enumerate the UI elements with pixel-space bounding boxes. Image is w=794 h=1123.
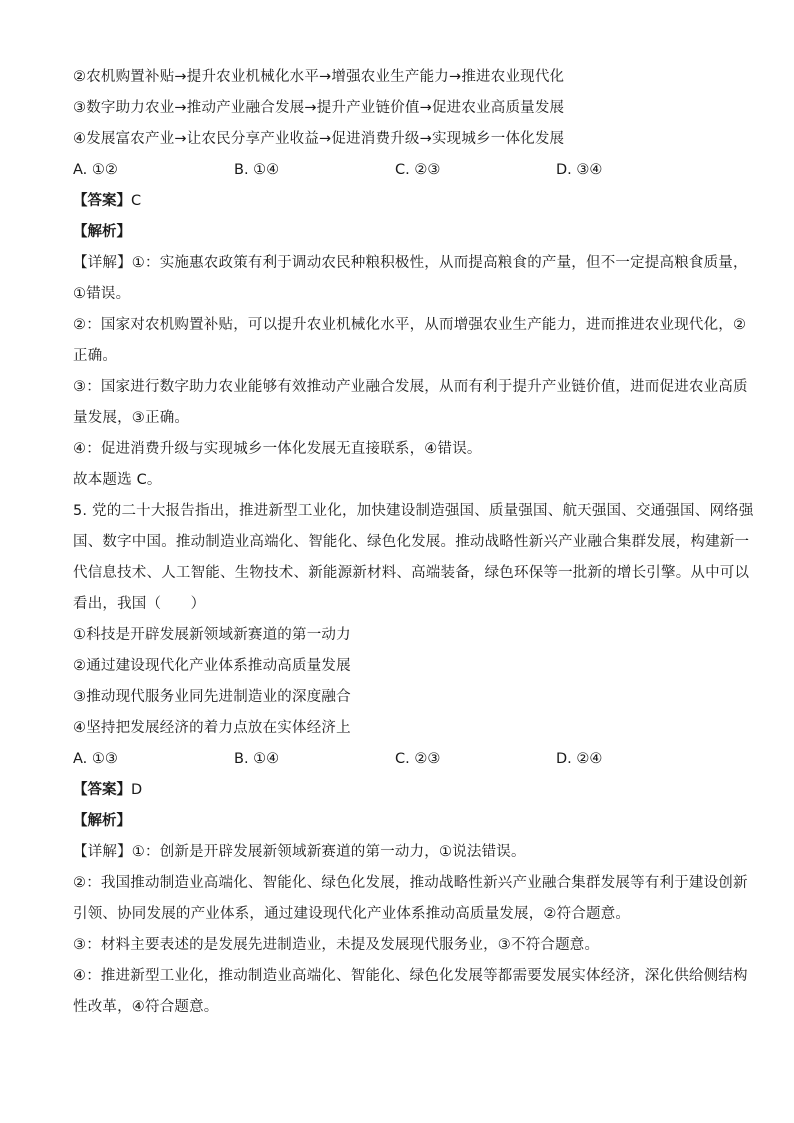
q5-option-a: A. ①③ — [73, 751, 118, 767]
q5-answer-value: D — [131, 782, 143, 798]
q5-detail-line: ②：我国推动制造业高端化、智能化、绿色化发展，推动战略性新兴产业融合集群发展等有利于建设创新 — [73, 875, 748, 891]
q5-detail-line: 【详解】①：创新是开辟发展新领域新赛道的第一动力，①说法错误。 — [73, 844, 526, 860]
q5-option-c: C. ②③ — [395, 751, 441, 767]
q5-analysis-heading — [73, 806, 723, 837]
q5-stem-line: 代信息技术、人工智能、生物技术、新能源新材料、高端装备，绿色环保等一批新的增长引擎。从中可以 — [73, 565, 750, 581]
q4-answer — [73, 186, 723, 217]
q4-statement-4: ④发展富农产业→让农民分享产业收益→促进消费升级→实现城乡一体化发展 — [73, 131, 565, 147]
q5-option-d: D. ②④ — [556, 751, 603, 767]
q5-stem-line: 5. 党的二十大报告指出，推进新型工业化，加快建设制造强国、质量强国、航天强国、交通强国、网络强 — [73, 503, 754, 519]
q4-detail-line: 量发展，③正确。 — [73, 410, 190, 426]
q4-statements — [73, 62, 723, 155]
q5-detail-line: ③：材料主要表述的是发展先进制造业，未提及发展现代服务业，③不符合题意。 — [73, 937, 600, 953]
q4-detail-line: ①错误。 — [73, 286, 131, 302]
q4-conclusion: 故本题选 C。 — [73, 472, 162, 488]
q5-statement-4: ④坚持把发展经济的着力点放在实体经济上 — [73, 720, 351, 736]
q5-stem — [73, 496, 754, 620]
q5-detail-line: ④：推进新型工业化，推动制造业高端化、智能化、绿色化发展等都需要发展实体经济，深化供给侧结构 — [73, 968, 748, 984]
q4-option-c: C. ②③ — [395, 162, 441, 178]
q4-detail — [73, 248, 748, 496]
q4-detail-line: 正确。 — [73, 348, 118, 364]
q4-analysis-heading — [73, 217, 723, 248]
q4-detail-line: ③：国家进行数字助力农业能够有效推动产业融合发展，从而有利于提升产业链价值，进而促进农业高质 — [73, 379, 748, 395]
q5-stem-line: 看出，我国（ ） — [73, 596, 206, 612]
q5-statement-3: ③推动现代服务业同先进制造业的深度融合 — [73, 689, 351, 705]
q4-option-d: D. ③④ — [556, 162, 603, 178]
q4-option-b: B. ①④ — [234, 162, 280, 178]
q5-answer-label: 【答案】 — [73, 782, 131, 798]
q5-stem-line: 国、数字中国。推动制造业高端化、智能化、绿色化发展。推动战略性新兴产业融合集群发展，构建新一 — [73, 534, 750, 550]
q5-statements — [73, 620, 723, 744]
q4-answer-value: C — [131, 193, 142, 209]
q4-statement-2: ②农机购置补贴→提升农业机械化水平→增强农业生产能力→推进农业现代化 — [73, 69, 565, 85]
q4-detail-line: 【详解】①：实施惠农政策有利于调动农民种粮积极性，从而提高粮食的产量，但不一定提高粮食质量， — [73, 255, 748, 271]
q5-statement-1: ①科技是开辟发展新领域新赛道的第一动力 — [73, 627, 351, 643]
q4-detail-line: ②：国家对农机购置补贴，可以提升农业机械化水平，从而增强农业生产能力，进而推进农业现代化，② — [73, 317, 747, 333]
q4-options — [73, 155, 723, 186]
q4-analysis-label: 【解析】 — [73, 224, 131, 240]
q5-statement-2: ②通过建设现代化产业体系推动高质量发展 — [73, 658, 351, 674]
q5-options — [73, 744, 723, 775]
q5-detail-line: 性改革，④符合题意。 — [73, 999, 219, 1015]
q4-answer-label: 【答案】 — [73, 193, 131, 209]
q4-option-a: A. ①② — [73, 162, 118, 178]
q5-option-b: B. ①④ — [234, 751, 280, 767]
q4-statement-3: ③数字助力农业→推动产业融合发展→提升产业链价值→促进农业高质量发展 — [73, 100, 565, 116]
q5-detail-line: 引领、协同发展的产业体系，通过建设现代化产业体系推动高质量发展，②符合题意。 — [73, 906, 631, 922]
q5-detail — [73, 837, 748, 1023]
q5-analysis-label: 【解析】 — [73, 813, 131, 829]
q5-answer — [73, 775, 723, 806]
q4-detail-line: ④：促进消费升级与实现城乡一体化发展无直接联系，④错误。 — [73, 441, 482, 457]
document-page — [73, 62, 754, 1023]
